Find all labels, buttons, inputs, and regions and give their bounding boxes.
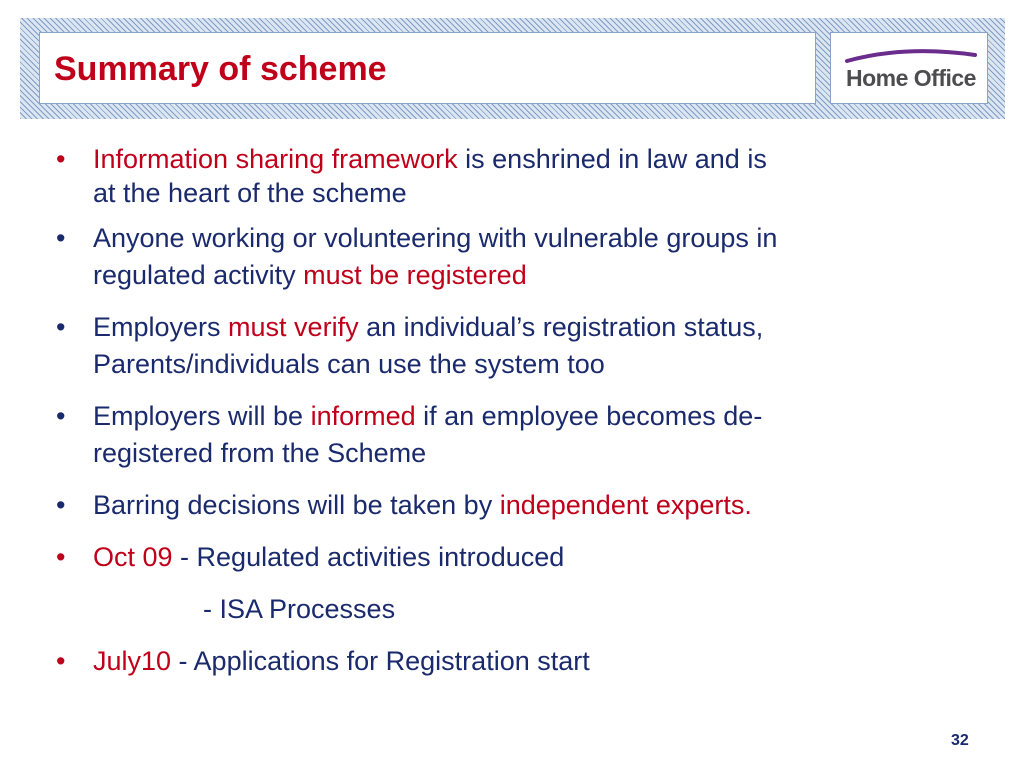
bullet-list: [56, 142, 976, 680]
highlight-text: independent experts.: [499, 490, 752, 520]
bullet-subline-isa-processes: [56, 591, 976, 628]
bullet-marker: •: [56, 144, 66, 174]
bullet-marker: •: [56, 646, 66, 676]
item-text: - Applications for Registration start: [171, 646, 590, 676]
item-text: if an employee becomes de-: [415, 401, 763, 431]
item-text: regulated activity: [93, 260, 304, 290]
highlight-text: informed: [310, 401, 416, 431]
item-text: an individual’s registration status,: [358, 312, 764, 342]
item-text: at the heart of the scheme: [93, 178, 407, 208]
bullet-marker: •: [56, 312, 66, 342]
bullet-marker: •: [56, 490, 66, 520]
title-box: [39, 32, 816, 104]
highlight-text: Oct 09: [93, 542, 173, 572]
item-text: - Regulated activities introduced: [172, 542, 565, 572]
home-office-logo: [830, 32, 988, 104]
item-text: Employers: [93, 312, 229, 342]
item-text: is enshrined in law and is: [457, 144, 767, 174]
logo-swoosh-icon: [845, 47, 977, 63]
bullet-marker: •: [56, 401, 66, 431]
page-title: Summary of scheme: [54, 50, 387, 88]
bullet-marker: •: [56, 223, 66, 253]
item-text: registered from the Scheme: [93, 438, 427, 468]
item-text: Employers will be: [93, 401, 311, 431]
item-text: Anyone working or volunteering with vulnerable groups in: [93, 223, 778, 253]
item-text: Parents/individuals can use the system too: [93, 349, 605, 379]
bullet-item-employers-informed: [56, 398, 976, 472]
bullet-item-oct-09: [56, 539, 976, 576]
highlight-text: must verify: [228, 312, 359, 342]
bullet-item-information-sharing: [56, 142, 976, 210]
bullet-item-july-10: [56, 643, 976, 680]
highlight-text: Information sharing framework: [93, 144, 458, 174]
bullet-item-registration: [56, 220, 976, 294]
page-number: 32: [951, 732, 969, 749]
item-text: Barring decisions will be taken by: [93, 490, 500, 520]
highlight-text: must be registered: [303, 260, 527, 290]
highlight-text: July10: [93, 646, 172, 676]
logo-text: Home Office: [846, 65, 976, 91]
bullet-item-employers-verify: [56, 309, 976, 383]
item-text: - ISA Processes: [203, 594, 396, 624]
bullet-marker: •: [56, 542, 66, 572]
bullet-item-barring: [56, 487, 976, 524]
